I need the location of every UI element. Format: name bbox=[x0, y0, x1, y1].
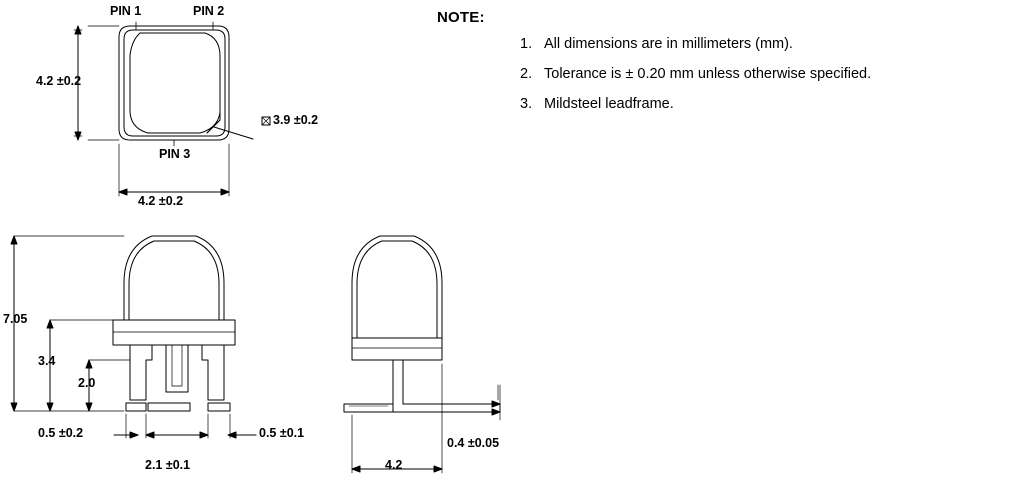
note-item bbox=[520, 96, 1000, 112]
front-view-pitch-dimension bbox=[146, 432, 208, 438]
front-view-total-height-label: 7.05 bbox=[3, 312, 28, 326]
top-view-pin-leaders bbox=[136, 22, 213, 146]
note-number: 1. bbox=[520, 36, 533, 52]
note-text: Tolerance is ± 0.20 mm unless otherwise specified. bbox=[544, 66, 872, 82]
note-number: 2. bbox=[520, 66, 533, 82]
side-view-geometry bbox=[344, 236, 500, 412]
top-view-pin3-label: PIN 3 bbox=[159, 147, 191, 161]
note-text: All dimensions are in millimeters (mm). bbox=[544, 36, 793, 52]
front-view-pitch-label: 2.1 ±0.1 bbox=[145, 458, 191, 472]
top-view-height-label: 4.2 ±0.2 bbox=[36, 74, 82, 88]
front-view-body-height-label: 3.4 bbox=[38, 354, 56, 368]
side-view-width-label: 4.2 bbox=[385, 458, 403, 472]
note-text: Mildsteel leadframe. bbox=[544, 96, 674, 112]
side-view-thickness-label: 0.4 ±0.05 bbox=[447, 436, 500, 450]
top-view-pin2-label: PIN 2 bbox=[193, 4, 225, 18]
note-title: NOTE: bbox=[437, 9, 485, 26]
side-view-thickness-dimension bbox=[470, 385, 500, 420]
front-view-geometry bbox=[113, 236, 235, 411]
top-view-geometry bbox=[119, 26, 229, 140]
front-view-lead-height-label: 2.0 bbox=[78, 376, 96, 390]
front-view-body-height-dimension bbox=[47, 320, 113, 411]
front-view-total-height-dimension bbox=[11, 236, 124, 411]
top-view-width-label: 4.2 ±0.2 bbox=[138, 194, 184, 208]
note-item bbox=[520, 36, 1000, 52]
front-view-right-lead-dimension bbox=[208, 414, 256, 438]
front-view-left-lead-dimension bbox=[114, 414, 146, 438]
front-view-left-lead-label: 0.5 ±0.2 bbox=[38, 426, 84, 440]
top-view-pin1-label: PIN 1 bbox=[110, 4, 142, 18]
note-number: 3. bbox=[520, 96, 533, 112]
top-view-leader bbox=[214, 127, 253, 139]
top-view-corner-label: 3.9 ±0.2 bbox=[273, 113, 319, 127]
note-item bbox=[520, 66, 1000, 82]
side-view-width-dimension bbox=[352, 364, 442, 473]
front-view-right-lead-label: 0.5 ±0.1 bbox=[259, 426, 305, 440]
note-list bbox=[520, 36, 1000, 126]
